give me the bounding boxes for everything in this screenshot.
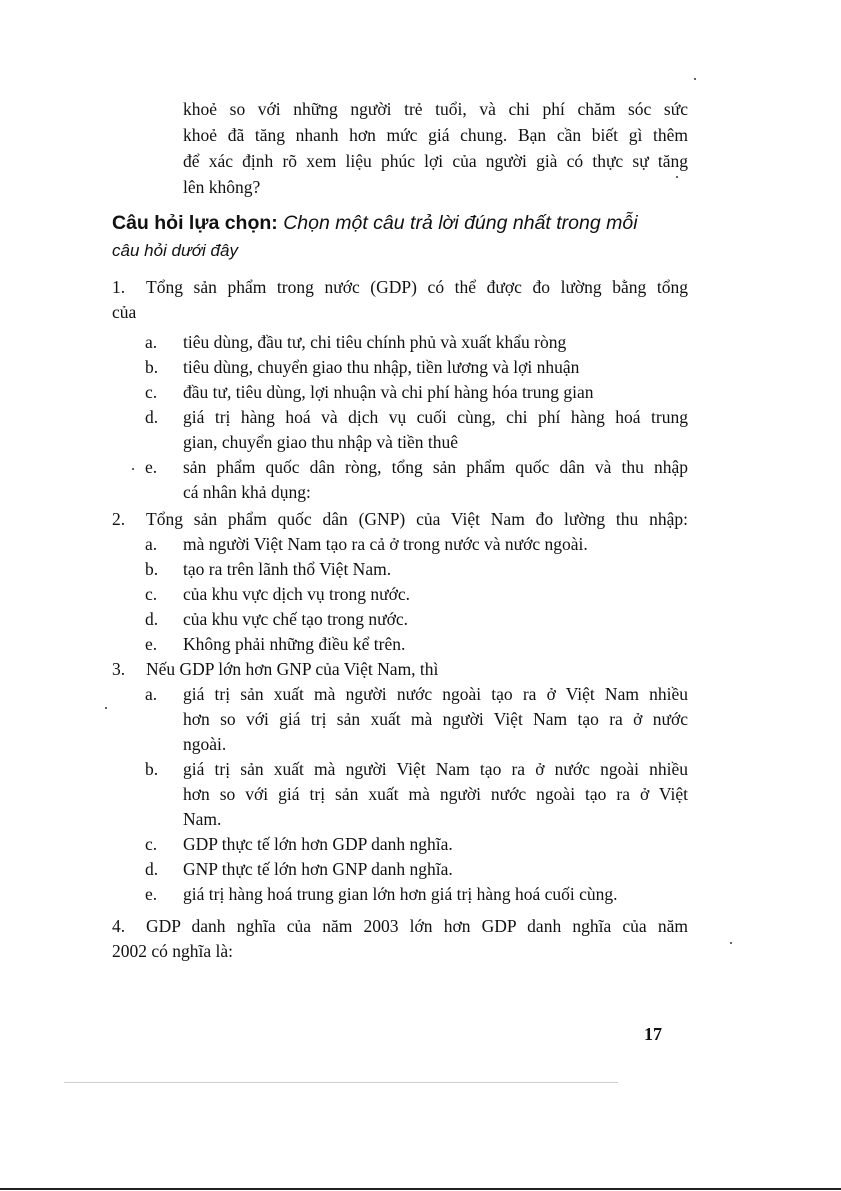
divider — [64, 1082, 618, 1083]
option-label: e. — [145, 884, 158, 904]
option-label: b. — [145, 559, 159, 579]
page-number: 17 — [644, 1024, 662, 1044]
option-2d — [145, 607, 688, 632]
option-label: e. — [145, 634, 158, 654]
option-3e — [145, 882, 688, 907]
heading-instruction-cont: câu hỏi dưới đây — [112, 241, 238, 260]
option-3c — [145, 832, 688, 857]
option-label: c. — [145, 584, 158, 604]
option-2e — [145, 632, 688, 657]
question-text-cont: của — [112, 302, 137, 322]
option-text: tạo ra trên lãnh thổ Việt Nam. — [183, 559, 392, 579]
option-text: GDP thực tế lớn hơn GDP danh nghĩa. — [183, 834, 453, 854]
question-number: 1. — [112, 277, 126, 297]
question-text: Nếu GDP lớn hơn GNP của Việt Nam, thì — [146, 659, 439, 679]
option-text: mà người Việt Nam tạo ra cả ở trong nước và nước ngoài. — [183, 534, 588, 554]
intro-line: khoẻ đã tăng nhanh hơn mức giá chung. Bạn cần biết gì thêm — [183, 125, 688, 145]
question-number: 2. — [112, 509, 126, 529]
option-text: ngoài. — [183, 734, 227, 754]
intro-line: khoẻ so với những người trẻ tuổi, và chi phí chăm sóc sức — [183, 99, 688, 119]
option-1b — [145, 355, 688, 380]
question-number: 4. — [112, 916, 126, 936]
option-label: d. — [145, 407, 159, 427]
heading-instruction: Chọn một câu trả lời đúng nhất trong mỗi — [283, 212, 638, 234]
option-label: b. — [145, 759, 159, 779]
option-text: gian, chuyển giao thu nhập và tiền thuê — [183, 432, 459, 452]
question-2 — [112, 507, 688, 657]
option-text: giá trị hàng hoá và dịch vụ cuối cùng, chi phí hàng hoá trung — [183, 407, 688, 427]
heading-label: Câu hỏi lựa chọn: — [112, 212, 278, 234]
option-label: c. — [145, 834, 158, 854]
option-label: c. — [145, 382, 158, 402]
scan-speck — [676, 176, 678, 178]
question-text: Tổng sản phẩm quốc dân (GNP) của Việt Nam đo lường thu nhập: — [146, 509, 688, 529]
option-1e — [145, 455, 688, 505]
option-text: sản phẩm quốc dân ròng, tổng sản phẩm quốc dân và thu nhập — [183, 457, 688, 477]
option-2b — [145, 557, 688, 582]
question-text: GDP danh nghĩa của năm 2003 lớn hơn GDP danh nghĩa của năm — [146, 916, 688, 936]
question-text-cont: 2002 có nghĩa là: — [112, 941, 234, 961]
option-label: d. — [145, 609, 159, 629]
option-text: của khu vực chế tạo trong nước. — [183, 609, 409, 629]
option-label: e. — [145, 457, 158, 477]
option-text: tiêu dùng, đầu tư, chi tiêu chính phủ và xuất khẩu ròng — [183, 332, 567, 352]
option-text: hơn so với giá trị sản xuất mà người nước ngoài tạo ra ở Việt — [183, 784, 688, 804]
scan-speck — [730, 942, 732, 944]
intro-paragraph — [183, 96, 688, 200]
option-label: d. — [145, 859, 159, 879]
option-text: hơn so với giá trị sản xuất mà người Việt Nam tạo ra ở nước — [183, 709, 688, 729]
option-text: giá trị sản xuất mà người nước ngoài tạo ra ở Việt Nam nhiều — [183, 684, 688, 704]
option-1a — [145, 330, 688, 355]
option-text: của khu vực dịch vụ trong nước. — [183, 584, 410, 604]
option-text: đầu tư, tiêu dùng, lợi nhuận và chi phí hàng hóa trung gian — [183, 382, 594, 402]
option-label: a. — [145, 332, 158, 352]
option-text: Không phải những điều kể trên. — [183, 634, 406, 654]
question-3 — [112, 657, 688, 907]
scan-speck — [105, 707, 107, 709]
option-label: a. — [145, 534, 158, 554]
option-2a — [145, 532, 688, 557]
scan-speck — [694, 78, 696, 80]
question-number: 3. — [112, 659, 126, 679]
option-label: a. — [145, 684, 158, 704]
question-text: Tổng sản phẩm trong nước (GDP) có thể được đo lường bằng tổng — [146, 277, 688, 297]
scan-speck — [132, 468, 134, 470]
scan-edge — [0, 1188, 841, 1190]
intro-line: lên không? — [183, 177, 261, 197]
option-1c — [145, 380, 688, 405]
option-text: cá nhân khả dụng: — [183, 482, 311, 502]
option-3b — [145, 757, 688, 832]
option-label: b. — [145, 357, 159, 377]
option-text: Nam. — [183, 809, 222, 829]
option-2c — [145, 582, 688, 607]
option-text: giá trị sản xuất mà người Việt Nam tạo ra ở nước ngoài nhiều — [183, 759, 688, 779]
option-3a — [145, 682, 688, 757]
option-1d — [145, 405, 688, 455]
section-heading — [112, 210, 696, 264]
option-text: giá trị hàng hoá trung gian lớn hơn giá trị hàng hoá cuối cùng. — [183, 884, 618, 904]
option-text: tiêu dùng, chuyển giao thu nhập, tiền lương và lợi nhuận — [183, 357, 580, 377]
option-text: GNP thực tế lớn hơn GNP danh nghĩa. — [183, 859, 453, 879]
question-4 — [112, 914, 688, 964]
intro-line: để xác định rõ xem liệu phúc lợi của người già có thực sự tăng — [183, 151, 688, 171]
question-1 — [112, 275, 688, 505]
option-3d — [145, 857, 688, 882]
